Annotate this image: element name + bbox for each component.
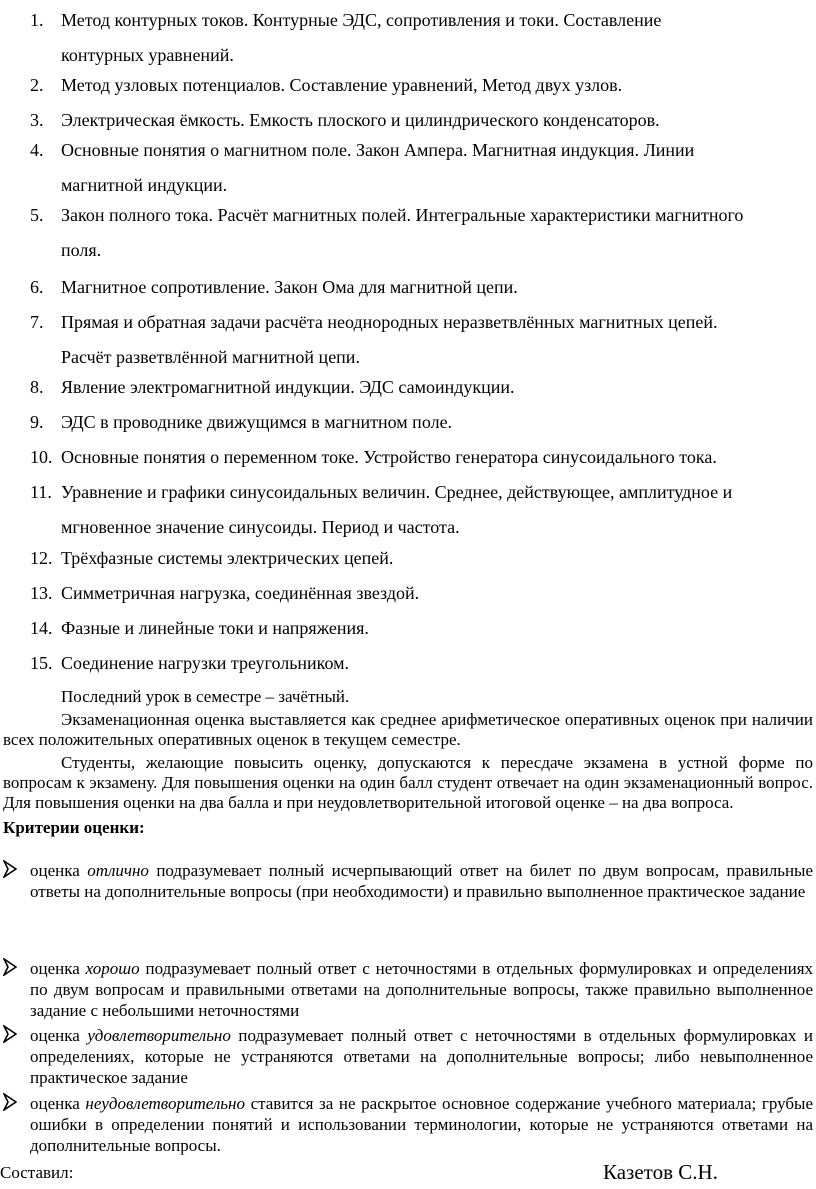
question-number: 14. [30,618,53,638]
criteria-text [30,1093,813,1156]
question-text: Расчёт разветвлённой магнитной цепи. [61,347,360,367]
question-number: 11. [30,482,52,502]
compiled-by-label: Составил: [0,1163,74,1182]
question-number: 9. [30,412,44,432]
question-number: 5. [30,205,44,225]
question-number: 7. [30,312,44,332]
question-text: Уравнение и графики синусоидальных величин. Среднее, действующее, амплитудное и [61,482,733,502]
exam-grade-paragraph: Экзаменационная оценка выставляется как среднее арифметическое оперативных оценок при наличии всех положительных оперативных оценок в текущем семестре. [3,710,813,749]
question-text: Явление электромагнитной индукции. ЭДС самоиндукции. [61,377,515,397]
criteria-prefix: оценка [30,1026,80,1045]
arrow-bullet-icon [3,1093,17,1111]
question-text: Метод контурных токов. Контурные ЭДС, сопротивления и токи. Составление [61,10,662,30]
criteria-description: подразумевает полный ответ с неточностями в отдельных формулировках и определениях, которые не устраняются ответами на дополнительные вопросы; либо невыполненное практическое задание [30,1026,814,1087]
grade-name: отлично [87,861,149,880]
question-number: 12. [30,548,53,568]
criteria-text [30,958,813,1021]
question-text: поля. [61,240,102,260]
question-text: мгновенное значение синусоиды. Период и частота. [61,517,460,537]
question-number: 6. [30,277,44,297]
question-text: Электрическая ёмкость. Емкость плоского и цилиндрического конденсаторов. [61,110,660,130]
criteria-prefix: оценка [30,1094,80,1113]
criteria-description: подразумевает полный исчерпывающий ответ на билет по двум вопросам, правильные ответы на дополнительные вопросы (при необходимости) и правильно выполненное практическое задание [30,861,814,901]
grade-name: неудовлетворительно [85,1094,245,1113]
arrow-bullet-icon [3,958,17,976]
question-number: 3. [30,110,44,130]
question-text: магнитной индукции. [61,175,228,195]
arrow-bullet-icon [3,860,17,878]
question-number: 10. [30,447,53,467]
question-number: 13. [30,583,53,603]
question-text: Соединение нагрузки треугольником. [61,653,350,673]
grade-name: хорошо [85,959,140,978]
question-text: Метод узловых потенциалов. Составление уравнений, Метод двух узлов. [61,75,623,95]
question-text: Трёхфазные системы электрических цепей. [61,548,394,568]
question-text: ЭДС в проводнике движущимся в магнитном поле. [61,412,453,432]
question-text: Закон полного тока. Расчёт магнитных полей. Интегральные характеристики магнитного [61,205,744,225]
question-text: Симметричная нагрузка, соединённая звездой. [61,583,420,603]
question-text: Основные понятия о переменном токе. Устройство генератора синусоидального тока. [61,447,717,467]
retake-paragraph: Студенты, желающие повысить оценку, допускаются к пересдаче экзамена в устной форме по вопросам к экзамену. Для повышения оценки на один балл студент отвечает на один экзаменационный вопрос. Для повышения оценки на два балла и при неудовлетворительной итоговой оценке – на два вопроса. [3,753,813,812]
arrow-bullet-icon [3,1025,17,1043]
criteria-prefix: оценка [30,959,80,978]
criteria-text [30,860,813,902]
author-name: Казетов С.Н. [603,1160,718,1184]
question-number: 8. [30,377,44,397]
question-text: Магнитное сопротивление. Закон Ома для магнитной цепи. [61,277,518,297]
question-text: Фазные и линейные токи и напряжения. [61,618,369,638]
criteria-description: ставится за не раскрытое основное содержание учебного материала; грубые ошибки в определении понятий и использовании терминологии, которые не устраняются ответами на дополнительные вопросы. [30,1094,814,1155]
question-text: Прямая и обратная задачи расчёта неоднородных неразветвлённых магнитных цепей. [61,312,718,332]
question-number: 4. [30,140,44,160]
last-lesson-paragraph: Последний урок в семестре – зачётный. [61,687,350,706]
question-number: 1. [30,10,44,30]
criteria-description: подразумевает полный ответ с неточностями в отдельных формулировках и определениях по двум вопросам и правильными ответами на дополнительные вопросы, также правильно выполненное задание с небольшими неточностями [30,959,814,1020]
question-number: 2. [30,75,44,95]
criteria-text [30,1025,813,1088]
criteria-heading: Критерии оценки: [3,818,145,837]
question-number: 15. [30,653,53,673]
question-text: контурных уравнений. [61,45,234,65]
grade-name: удовлетворительно [87,1026,231,1045]
question-text: Основные понятия о магнитном поле. Закон Ампера. Магнитная индукция. Линии [61,140,695,160]
criteria-prefix: оценка [30,861,80,880]
